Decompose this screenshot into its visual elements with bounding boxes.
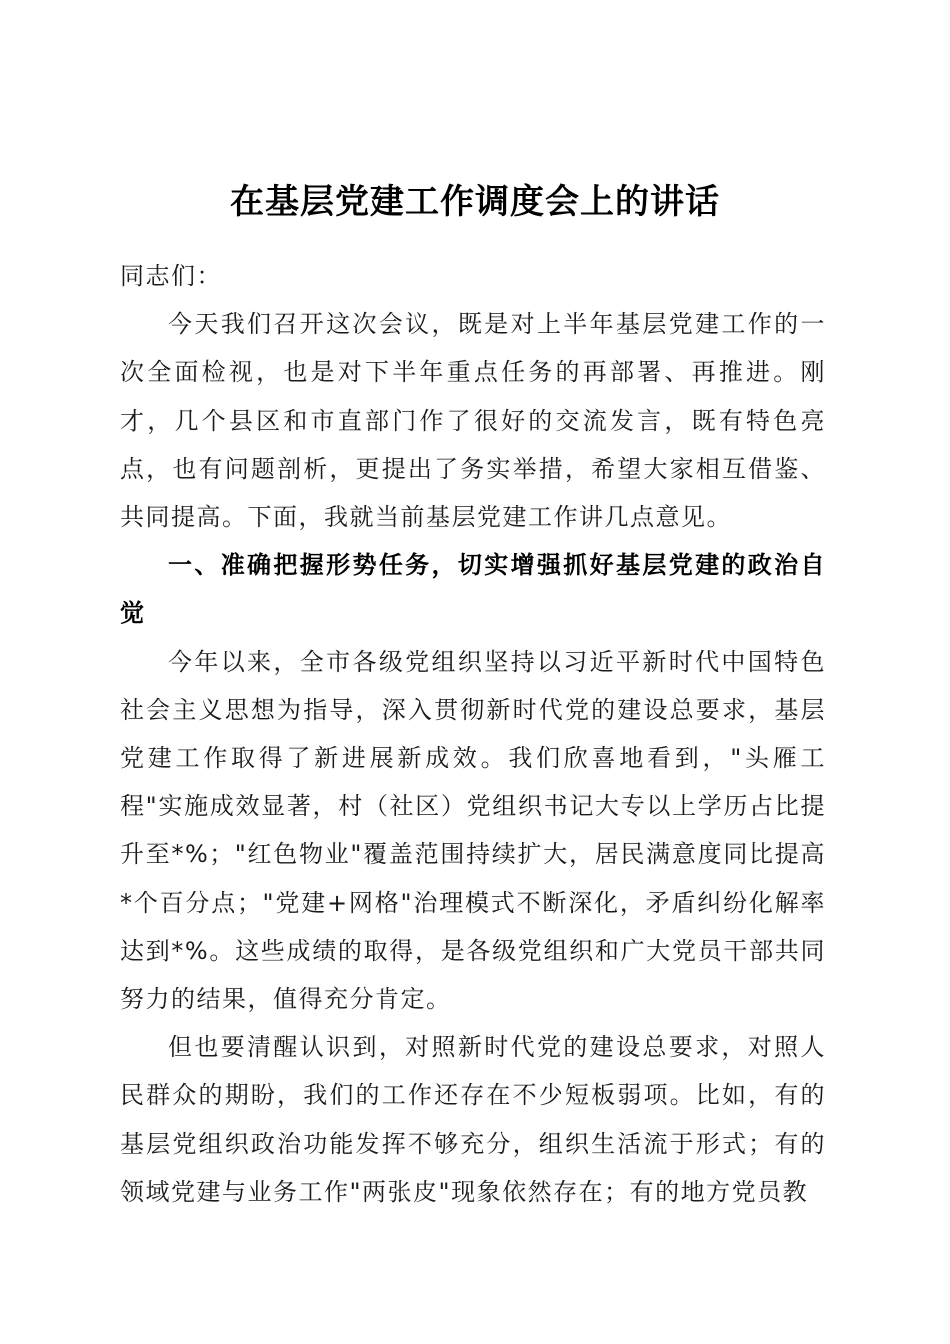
section1-paragraph-1: 今年以来，全市各级党组织坚持以习近平新时代中国特色社会主义思想为指导，深入贯彻新时代党的建设总要求，基层党建工作取得了新进展新成效。我们欣喜地看到，"头雁工程"实施成效显著，村（社区）党组织书记大专以上学历占比提升至*%；"红色物业"覆盖范围持续扩大，居民满意度同比提高*个百分点；"党建+网格"治理模式不断深化，矛盾纠纷化解率达到*%。这些成绩的取得，是各级党组织和广大党员干部共同努力的结果，值得充分肯定。 (120, 647, 826, 1014)
salutation: 同志们： (120, 262, 222, 290)
section-heading-1: 一、准确把握形势任务，切实增强抓好基层党建的政治自觉 (120, 551, 826, 628)
document-body (120, 252, 826, 1216)
document-title: 在基层党建工作调度会上的讲话 (230, 182, 720, 222)
intro-paragraph: 今天我们召开这次会议，既是对上半年基层党建工作的一次全面检视，也是对下半年重点任务的再部署、再推进。刚才，几个县区和市直部门作了很好的交流发言，既有特色亮点，也有问题剖析，更提出了务实举措，希望大家相互借鉴、共同提高。下面，我就当前基层党建工作讲几点意见。 (120, 310, 826, 532)
section1-paragraph-2: 但也要清醒认识到，对照新时代党的建设总要求，对照人民群众的期盼，我们的工作还存在不少短板弱项。比如，有的基层党组织政治功能发挥不够充分，组织生活流于形式；有的领域党建与业务工作"两张皮"现象依然存在；有的地方党员教 (120, 1033, 826, 1206)
